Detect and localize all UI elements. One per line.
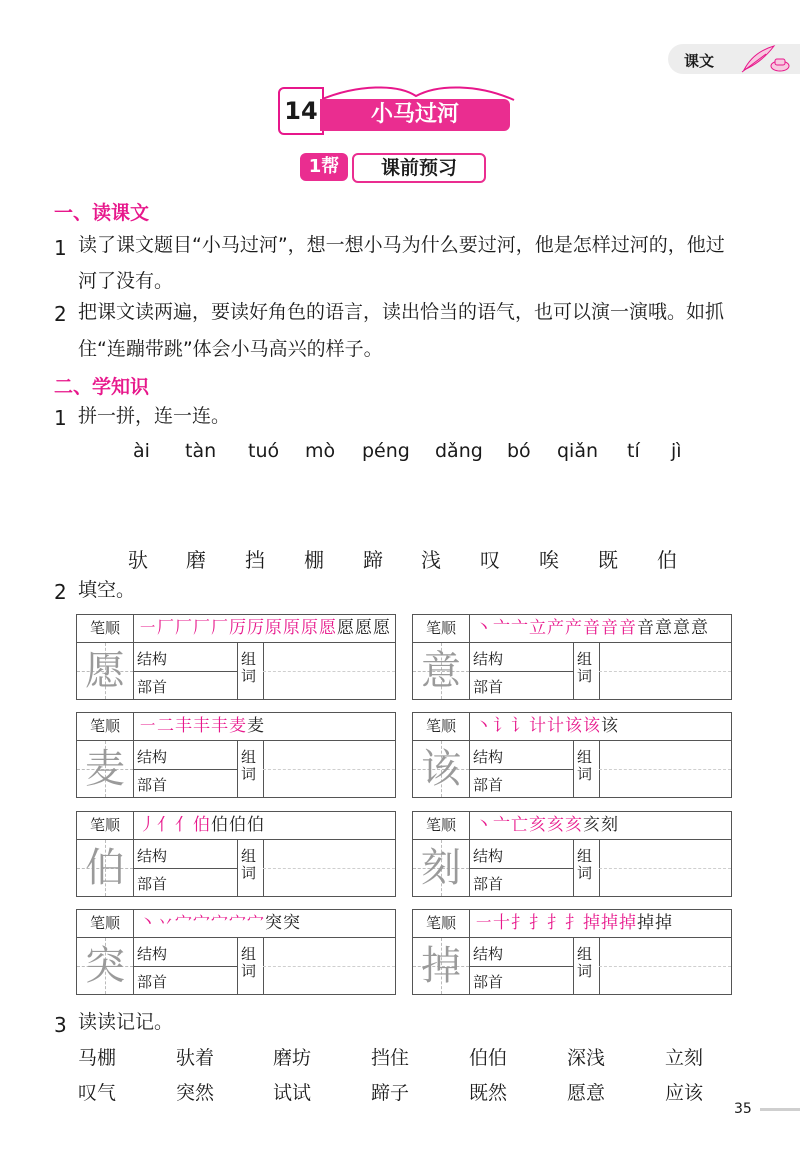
structure-label: 结构 (473, 945, 504, 963)
word: 挡住 (371, 1047, 410, 1069)
stroke-step: 掉 (601, 913, 619, 933)
stroke-step: 音 (637, 618, 655, 638)
stroke-step: 愿 (355, 618, 373, 638)
divider (469, 868, 573, 869)
radical-label: 部首 (137, 973, 168, 991)
word: 应该 (665, 1082, 704, 1104)
stroke-step: 掉 (619, 913, 637, 933)
structure-label: 结构 (137, 847, 168, 865)
zuci-label (241, 946, 257, 980)
strokes-label: 笔顺 (413, 812, 470, 840)
ci-label: 词 (577, 667, 593, 685)
zu-label: 组 (577, 847, 593, 865)
stroke-step: 音 (601, 618, 619, 638)
model-character: 刻 (421, 845, 461, 891)
s1-q2-line2: 住“连蹦带跳”体会小马高兴的样子。 (78, 338, 383, 360)
stroke-box (412, 811, 732, 897)
divider (469, 937, 731, 938)
divider (469, 769, 573, 770)
radical-label: 部首 (473, 678, 504, 696)
zu-label: 组 (241, 945, 257, 963)
category-tab (668, 44, 800, 74)
match-char-4: 蹄 (363, 548, 383, 572)
word: 马棚 (78, 1047, 117, 1069)
s1-q2-line1: 把课文读两遍，要读好角色的语言，读出恰当的语气，也可以演一演哦。如抓 (78, 301, 725, 323)
stroke-step: 愿 (373, 618, 391, 638)
s2-q1-instruction: 拼一拼，连一连。 (78, 405, 231, 427)
subheading-title: 课前预习 (352, 153, 486, 183)
zu-label: 组 (577, 650, 593, 668)
zu-label: 组 (241, 748, 257, 766)
zuci-label (241, 848, 257, 882)
answer-line[interactable] (263, 868, 395, 869)
page-bar-decoration (760, 1108, 800, 1111)
tian-grid-cell (413, 938, 470, 994)
stroke-box (412, 614, 732, 700)
stroke-step: 亥 (583, 815, 601, 835)
stroke-step: 产 (547, 618, 565, 638)
stroke-step: 丶 (475, 716, 493, 736)
pinyin-4: péng (362, 440, 410, 462)
stroke-step: 亥 (565, 815, 583, 835)
zu-label: 组 (241, 847, 257, 865)
divider (133, 868, 237, 869)
tian-grid-cell (413, 840, 470, 896)
divider (469, 740, 731, 741)
answer-line[interactable] (599, 671, 731, 672)
stroke-step: 宀 (229, 913, 247, 933)
stroke-step: 计 (529, 716, 547, 736)
structure-label: 结构 (473, 847, 504, 865)
pinyin-9: jì (671, 440, 682, 462)
zu-label: 组 (577, 945, 593, 963)
stroke-box (412, 909, 732, 995)
stroke-step: 意 (691, 618, 709, 638)
strokes-label: 笔顺 (77, 812, 134, 840)
stroke-step: 宀 (175, 913, 193, 933)
stroke-step: 丰 (175, 716, 193, 736)
structure-label: 结构 (137, 748, 168, 766)
divider (573, 741, 574, 797)
zuci-label (577, 848, 593, 882)
s2-q1-number: 1 (54, 406, 67, 430)
stroke-step: 宀 (193, 913, 211, 933)
divider (133, 937, 395, 938)
stroke-step: 产 (565, 618, 583, 638)
stroke-step: 扌 (529, 913, 547, 933)
stroke-step: 掉 (637, 913, 655, 933)
model-character: 该 (421, 746, 461, 792)
divider (133, 740, 395, 741)
stroke-step: 厂 (175, 618, 193, 638)
stroke-step: 该 (601, 716, 619, 736)
stroke-step: 亻 (157, 815, 175, 835)
stroke-step: 该 (583, 716, 601, 736)
strokes-label: 笔顺 (77, 713, 134, 741)
ci-label: 词 (577, 864, 593, 882)
zuci-label (577, 651, 593, 685)
stroke-step: 丿 (139, 815, 157, 835)
stroke-step: 愿 (337, 618, 355, 638)
divider (133, 642, 395, 643)
stroke-step: 伯 (211, 815, 229, 835)
divider (133, 966, 237, 967)
pinyin-7: qiǎn (557, 440, 599, 462)
stroke-step: 二 (157, 716, 175, 736)
stroke-step: 突 (265, 913, 283, 933)
s1-q2-number: 2 (54, 302, 67, 326)
match-char-5: 浅 (421, 548, 441, 572)
stroke-step: ㇐ (139, 716, 157, 736)
stroke-sequence (139, 910, 301, 937)
answer-line[interactable] (263, 769, 395, 770)
s1-q1-line1: 读了课文题目“小马过河”，想一想小马为什么要过河，他是怎样过河的，他过 (78, 234, 725, 256)
pinyin-6: bó (507, 440, 531, 462)
answer-line[interactable] (599, 769, 731, 770)
stroke-step: 麦 (229, 716, 247, 736)
divider (469, 839, 731, 840)
strokes-label: 笔顺 (77, 615, 134, 643)
pinyin-3: mò (305, 440, 336, 462)
stroke-step: 厂 (193, 618, 211, 638)
feather-pen-icon (736, 44, 792, 74)
word: 深浅 (567, 1047, 606, 1069)
radical-label: 部首 (473, 875, 504, 893)
lesson-title: 小马过河 (320, 99, 510, 131)
radical-label: 部首 (137, 875, 168, 893)
model-character: 麦 (85, 746, 125, 792)
stroke-step: 亥 (547, 815, 565, 835)
match-char-6: 叹 (480, 548, 500, 572)
ci-label: 词 (241, 864, 257, 882)
stroke-sequence (475, 812, 619, 839)
divider (469, 966, 573, 967)
zuci-label (241, 651, 257, 685)
zuci-label (241, 749, 257, 783)
divider (573, 938, 574, 994)
stroke-step: 意 (673, 618, 691, 638)
stroke-sequence (475, 713, 619, 740)
model-character: 意 (421, 648, 461, 694)
pinyin-1: tàn (185, 440, 217, 462)
stroke-step: 掉 (655, 913, 673, 933)
ci-label: 词 (241, 765, 257, 783)
stroke-step: 厂 (211, 618, 229, 638)
tian-grid-cell (413, 741, 470, 797)
stroke-step: 丷 (157, 913, 175, 933)
stroke-step: 厂 (157, 618, 175, 638)
model-character: 伯 (85, 845, 125, 891)
pinyin-2: tuó (248, 440, 280, 462)
stroke-step: 亥 (529, 815, 547, 835)
divider (133, 769, 237, 770)
pinyin-0: ài (133, 440, 150, 462)
subheading-tag: 1帮 (300, 153, 348, 181)
word: 突然 (176, 1082, 215, 1104)
answer-line[interactable] (263, 966, 395, 967)
divider (237, 741, 238, 797)
stroke-step: 厉 (229, 618, 247, 638)
stroke-step: 立 (529, 618, 547, 638)
structure-label: 结构 (473, 650, 504, 668)
stroke-step: 该 (565, 716, 583, 736)
stroke-sequence (139, 713, 265, 740)
word: 试试 (273, 1082, 312, 1104)
stroke-step: 扌 (511, 913, 529, 933)
word: 立刻 (665, 1047, 704, 1069)
divider (469, 642, 731, 643)
divider (469, 671, 573, 672)
match-char-2: 挡 (245, 548, 265, 572)
zuci-label (577, 749, 593, 783)
pinyin-8: tí (627, 440, 640, 462)
s1-q1-line2: 河了没有。 (78, 270, 174, 292)
divider (237, 938, 238, 994)
stroke-step: 计 (547, 716, 565, 736)
stroke-step: 宀 (247, 913, 265, 933)
tian-grid-cell (413, 643, 470, 699)
model-character: 掉 (421, 943, 461, 989)
stroke-step: 掉 (583, 913, 601, 933)
answer-line[interactable] (263, 671, 395, 672)
ci-label: 词 (577, 962, 593, 980)
word: 伯伯 (469, 1047, 508, 1069)
divider (133, 671, 237, 672)
stroke-step: 亠 (511, 618, 529, 638)
stroke-step: 丶 (139, 913, 157, 933)
lesson-number: 14 (278, 87, 324, 135)
stroke-box (76, 712, 396, 798)
stroke-step: 宀 (211, 913, 229, 933)
stroke-step: 麦 (247, 716, 265, 736)
match-char-8: 既 (598, 548, 618, 572)
pinyin-5: dǎng (435, 440, 483, 462)
s2-q3-number: 3 (54, 1013, 67, 1037)
structure-label: 结构 (137, 945, 168, 963)
model-character: 愿 (85, 648, 125, 694)
stroke-step: 伯 (193, 815, 211, 835)
stroke-sequence (139, 615, 391, 642)
match-char-9: 伯 (657, 548, 677, 572)
strokes-label: 笔顺 (77, 910, 134, 938)
stroke-step: 丰 (193, 716, 211, 736)
stroke-step: 愿 (319, 618, 337, 638)
stroke-step: ㇐ (475, 913, 493, 933)
s2-q2-number: 2 (54, 580, 67, 604)
match-char-3: 棚 (304, 548, 324, 572)
stroke-step: 刻 (601, 815, 619, 835)
radical-label: 部首 (137, 776, 168, 794)
s1-q1-number: 1 (54, 236, 67, 260)
match-char-1: 磨 (186, 548, 206, 572)
stroke-step: 扌 (547, 913, 565, 933)
stroke-box (76, 909, 396, 995)
stroke-sequence (475, 615, 709, 642)
stroke-sequence (475, 910, 673, 937)
word: 愿意 (567, 1082, 606, 1104)
tian-grid-cell (77, 938, 134, 994)
tian-grid-cell (77, 741, 134, 797)
stroke-step: 原 (265, 618, 283, 638)
stroke-step: 亠 (493, 815, 511, 835)
divider (573, 643, 574, 699)
stroke-step: 讠 (511, 716, 529, 736)
stroke-step: ㇐ (139, 618, 157, 638)
zu-label: 组 (241, 650, 257, 668)
section1-heading: 一、读课文 (54, 202, 150, 224)
zuci-label (577, 946, 593, 980)
divider (133, 839, 395, 840)
word: 驮着 (176, 1047, 215, 1069)
stroke-step: 亻 (175, 815, 193, 835)
ci-label: 词 (241, 667, 257, 685)
tian-grid-cell (77, 840, 134, 896)
stroke-step: 丶 (475, 815, 493, 835)
stroke-box (76, 811, 396, 897)
model-character: 突 (85, 943, 125, 989)
category-tab-label: 课文 (684, 52, 715, 70)
stroke-step: 扌 (565, 913, 583, 933)
stroke-step: 原 (283, 618, 301, 638)
divider (237, 643, 238, 699)
stroke-step: 亡 (511, 815, 529, 835)
strokes-label: 笔顺 (413, 713, 470, 741)
stroke-step: 亠 (493, 618, 511, 638)
structure-label: 结构 (137, 650, 168, 668)
stroke-step: 音 (583, 618, 601, 638)
page-number: 35 (734, 1101, 752, 1117)
stroke-step: 音 (619, 618, 637, 638)
stroke-step: 伯 (229, 815, 247, 835)
tian-grid-cell (77, 643, 134, 699)
strokes-label: 笔顺 (413, 910, 470, 938)
zu-label: 组 (577, 748, 593, 766)
stroke-step: 丰 (211, 716, 229, 736)
section2-heading: 二、学知识 (54, 376, 150, 398)
word: 既然 (469, 1082, 508, 1104)
strokes-label: 笔顺 (413, 615, 470, 643)
stroke-step: 讠 (493, 716, 511, 736)
ci-label: 词 (577, 765, 593, 783)
divider (237, 840, 238, 896)
match-char-0: 驮 (128, 548, 148, 572)
radical-label: 部首 (473, 776, 504, 794)
stroke-step: 意 (655, 618, 673, 638)
word: 蹄子 (371, 1082, 410, 1104)
stroke-step: 十 (493, 913, 511, 933)
answer-line[interactable] (599, 868, 731, 869)
match-char-7: 唉 (539, 548, 559, 572)
radical-label: 部首 (473, 973, 504, 991)
stroke-step: 伯 (247, 815, 265, 835)
stroke-box (412, 712, 732, 798)
answer-line[interactable] (599, 966, 731, 967)
stroke-step: 厉 (247, 618, 265, 638)
s2-q2-instruction: 填空。 (78, 579, 136, 601)
stroke-sequence (139, 812, 265, 839)
word: 磨坊 (273, 1047, 312, 1069)
stroke-box (76, 614, 396, 700)
radical-label: 部首 (137, 678, 168, 696)
s2-q3-instruction: 读读记记。 (78, 1011, 174, 1033)
stroke-step: 丶 (475, 618, 493, 638)
stroke-step: 突 (283, 913, 301, 933)
word: 叹气 (78, 1082, 117, 1104)
ci-label: 词 (241, 962, 257, 980)
divider (573, 840, 574, 896)
structure-label: 结构 (473, 748, 504, 766)
stroke-step: 原 (301, 618, 319, 638)
